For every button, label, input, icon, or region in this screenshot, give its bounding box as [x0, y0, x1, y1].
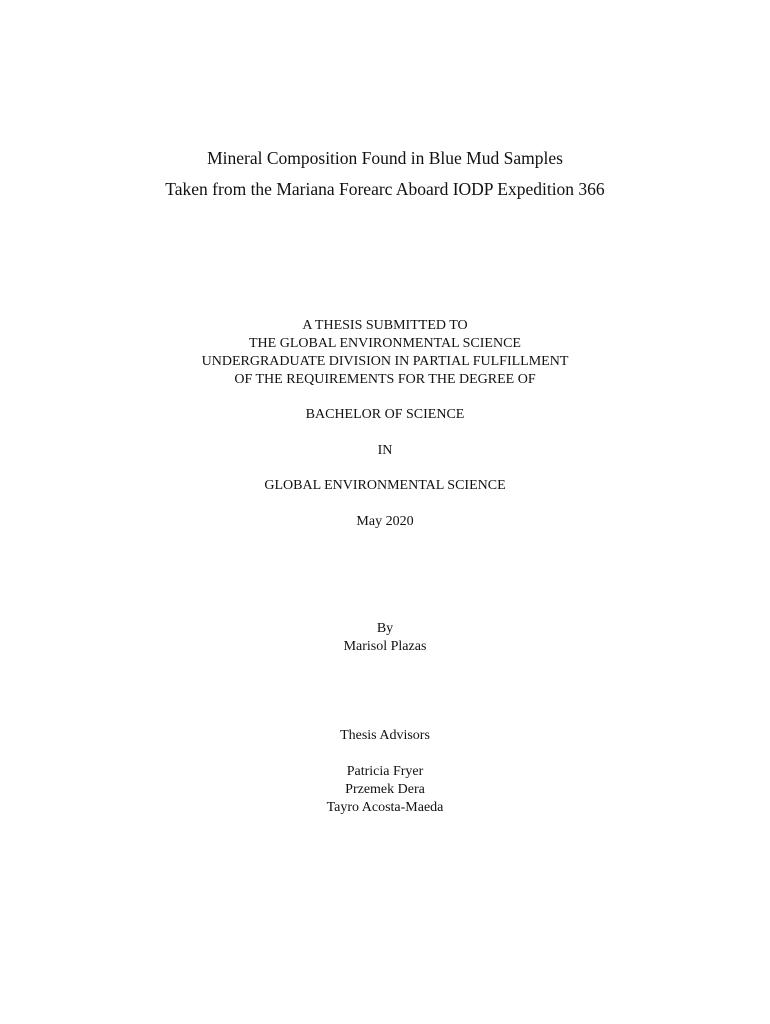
submission-statement-line-3: UNDERGRADUATE DIVISION IN PARTIAL FULFILLMENT — [201, 354, 569, 369]
advisor-name-3: Tayro Acosta-Maeda — [326, 800, 444, 815]
degree-connector: IN — [377, 443, 393, 458]
advisor-name-1: Patricia Fryer — [346, 764, 424, 779]
thesis-title-line-1: Mineral Composition Found in Blue Mud Samples — [207, 148, 563, 168]
submission-date: May 2020 — [356, 514, 414, 529]
submission-statement-line-4: OF THE REQUIREMENTS FOR THE DEGREE OF — [234, 372, 536, 387]
submission-statement-line-1: A THESIS SUBMITTED TO — [302, 318, 468, 333]
advisor-name-2: Przemek Dera — [345, 782, 425, 797]
submission-statement-line-2: THE GLOBAL ENVIRONMENTAL SCIENCE — [249, 336, 521, 351]
advisors-heading: Thesis Advisors — [340, 728, 430, 743]
thesis-title-line-2: Taken from the Mariana Forearc Aboard IODP Expedition 366 — [165, 179, 605, 199]
author-name: Marisol Plazas — [343, 639, 427, 654]
degree-name: BACHELOR OF SCIENCE — [305, 407, 465, 422]
author-by-label: By — [376, 621, 394, 636]
degree-field: GLOBAL ENVIRONMENTAL SCIENCE — [264, 478, 506, 493]
